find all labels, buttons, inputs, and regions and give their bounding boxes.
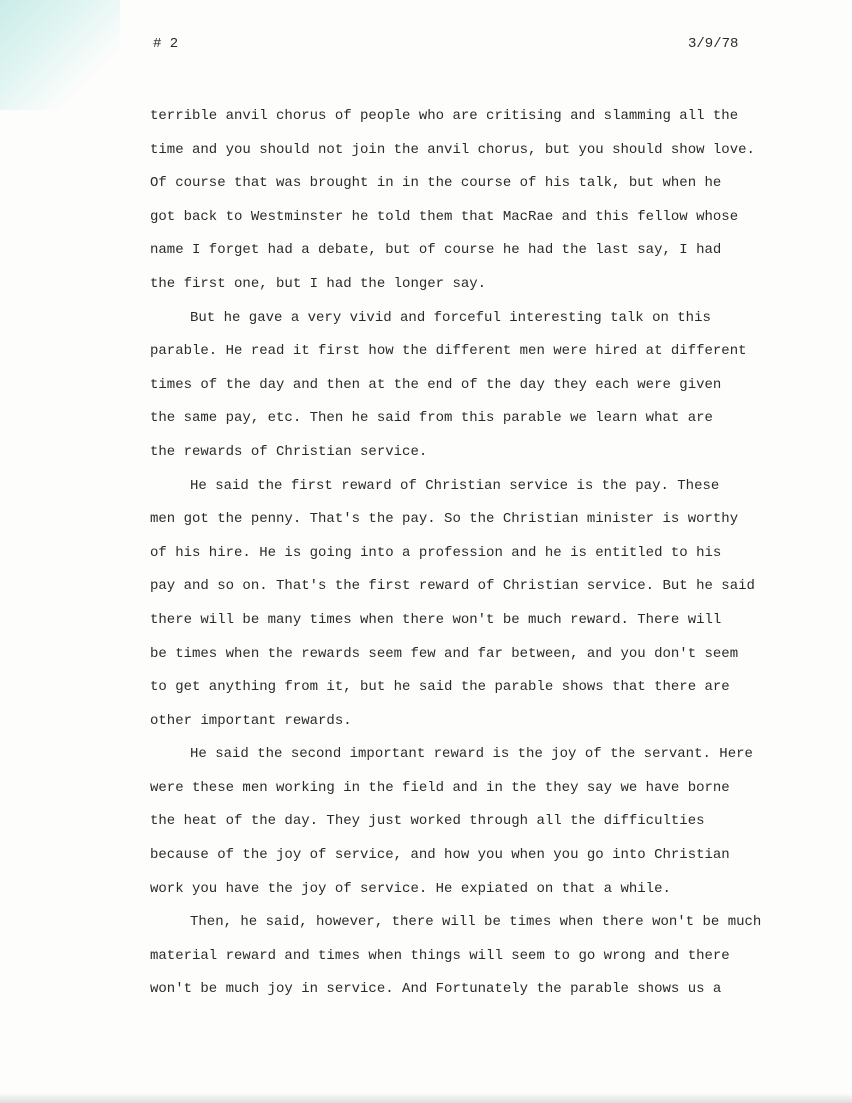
text-line: the same pay, etc. Then he said from this parable we learn what are bbox=[150, 410, 713, 427]
text-line: the first one, but I had the longer say. bbox=[150, 275, 487, 292]
text-line: parable. He read it first how the different men were hired at different bbox=[150, 343, 747, 360]
paragraph bbox=[150, 906, 810, 1007]
text-line: the rewards of Christian service. bbox=[150, 443, 428, 460]
document-date: 3/9/78 bbox=[688, 36, 739, 52]
text-line: pay and so on. That's the first reward of Christian service. But he said bbox=[150, 578, 755, 595]
corner-discoloration bbox=[0, 0, 120, 110]
text-line: terrible anvil chorus of people who are critising and slamming all the bbox=[150, 108, 739, 124]
text-line: got back to Westminster he told them that MacRae and this fellow whose bbox=[150, 208, 739, 225]
text-line: were these men working in the field and in the they say we have borne bbox=[150, 779, 730, 796]
text-line: material reward and times when things will seem to go wrong and there bbox=[150, 947, 730, 964]
text-line: other important rewards. bbox=[150, 712, 352, 729]
text-line: Of course that was brought in in the course of his talk, but when he bbox=[150, 175, 722, 192]
text-line: of his hire. He is going into a profession and he is entitled to his bbox=[150, 544, 722, 561]
text-line: because of the joy of service, and how you when you go into Christian bbox=[150, 847, 730, 864]
paragraph bbox=[150, 470, 810, 739]
text-line: men got the penny. That's the pay. So the Christian minister is worthy bbox=[150, 511, 739, 528]
text-line: Then, he said, however, there will be times when there won't be much bbox=[190, 914, 762, 931]
text-line: work you have the joy of service. He expiated on that a while. bbox=[150, 880, 671, 897]
text-line: He said the second important reward is the joy of the servant. Here bbox=[190, 746, 753, 763]
text-line: times of the day and then at the end of the day they each were given bbox=[150, 376, 722, 393]
text-line: be times when the rewards seem few and far between, and you don't seem bbox=[150, 645, 739, 662]
page-edge-shadow bbox=[0, 1093, 852, 1103]
paragraph bbox=[150, 302, 810, 470]
text-line: there will be many times when there won't be much reward. There will bbox=[150, 611, 722, 628]
paragraph bbox=[150, 738, 810, 906]
text-line: the heat of the day. They just worked through all the difficulties bbox=[150, 813, 705, 830]
text-line: But he gave a very vivid and forceful interesting talk on this bbox=[190, 309, 711, 326]
paragraph bbox=[150, 100, 810, 302]
text-line: He said the first reward of Christian service is the pay. These bbox=[190, 477, 720, 494]
text-line: time and you should not join the anvil chorus, but you should show love. bbox=[150, 141, 755, 158]
text-line: to get anything from it, but he said the parable shows that there are bbox=[150, 679, 730, 696]
text-line: won't be much joy in service. And Fortunately the parable shows us a bbox=[150, 981, 722, 998]
page-number: # 2 bbox=[153, 36, 179, 52]
text-line: name I forget had a debate, but of course he had the last say, I had bbox=[150, 242, 722, 259]
body-text bbox=[150, 100, 810, 1007]
